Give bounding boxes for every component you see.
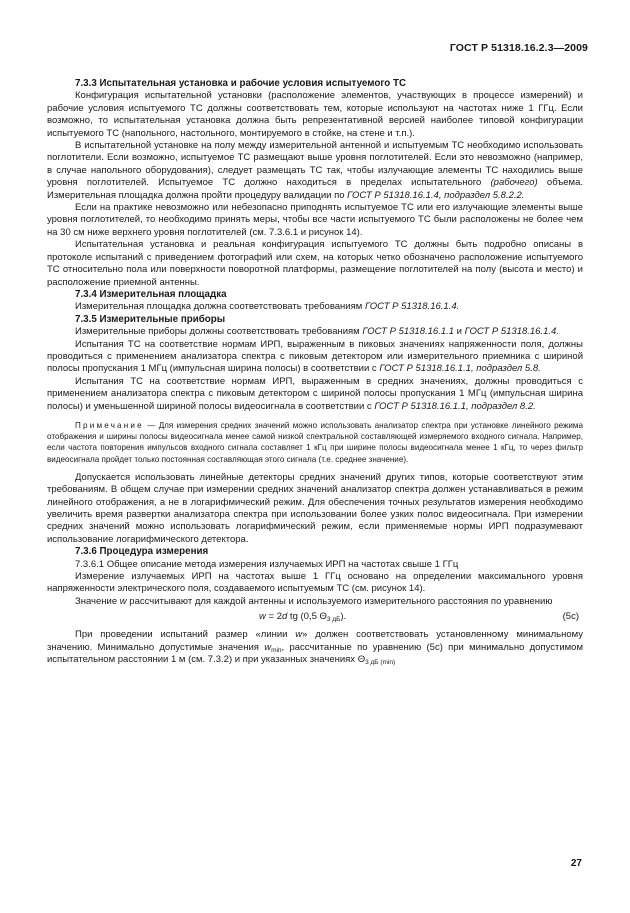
equation-body bbox=[259, 611, 346, 623]
variable-w: w bbox=[295, 629, 303, 641]
note-text: — Для измерения средних значений можно использовать анализатор спектра при установке линейного режима отображения и ширины полосы видеосигнала менее самой низкой спектральной составляющей измеряемого входного сигнала. Например, если частота повторения импульсов входного сигнала составляет 1 кГц при ширине полосы видеосигнала менее 1 кГц, то через фильтр видеосигнала пройдет только постоянная составляющая этого сигнала (т.е. среднее значение). bbox=[47, 420, 583, 464]
text-run: ). bbox=[340, 611, 347, 623]
standard-reference: ГОСТ Р 51318.16.1.1, подраздел 5.8. bbox=[379, 363, 541, 375]
subscript: 3 дБ (min) bbox=[365, 659, 396, 667]
text-run: Значение bbox=[75, 595, 120, 607]
paragraph: Измерение излучаемых ИРП на частотах выше 1 ГГц основано на определении максимального уровня напряженности электрического поля, создаваемого испытуемым ТС (см. рисунок 14). bbox=[47, 571, 583, 595]
variable-w: w bbox=[264, 641, 272, 653]
standard-reference: ГОСТ Р 51318.16.1.1, подраздел 8.2. bbox=[374, 400, 536, 412]
section-7-3-3-heading: 7.3.3 Испытательная установка и рабочие условия испытуемого ТС bbox=[75, 78, 407, 89]
note-label: Примечание bbox=[75, 420, 144, 430]
subscript: 3 дБ bbox=[326, 616, 341, 624]
text-run-italic: (рабочего) bbox=[490, 177, 538, 189]
paragraph: Если на практике невозможно или небезопасно приподнять испытуемое ТС или его излучающие элементы выше уровня поглотителей, то необходимо принять меры, чтобы все части испытуемого ТС были расположены не более чем на 30 см ниже верхнего уровня поглотителей (см. 7.3.6.1 и рисунок 14). bbox=[47, 202, 583, 238]
paragraph: Конфигурация испытательной установки (расположение элементов, участвующих в процессе измерений) и рабочие условия испытуемого ТС должны соответствовать тем, которые используют на частотах ниже 1 ГГц. Если возможно, то испытательная установка должна быть репрезентативной версией наиболее типовой конфигурации испытуемого ТС (напольного, настольного, монтируемого в стойке, на стене и т.п.). bbox=[47, 90, 583, 139]
text-run: » должен соответствовать установленному минимальному значению. Минимально допустимые значения bbox=[47, 629, 583, 653]
paragraph bbox=[47, 140, 583, 202]
paragraph: Допускается использовать линейные детекторы средних значений других типов, которые соответствуют этим требованиям. В общем случае при измерении средних значений анализатор спектра должен устанавливаться в режим линейного отображения, а не в логарифмический режим. Для обеспечения точных результатов измерения необходимо увеличить время развертки анализатора спектра при использовании более узких полос видеосигнала. При измерении средних значений можно использовать логарифмический режим, если применяемые нормы ИРП подразумевают использование логарифмического детектора. bbox=[47, 471, 583, 545]
paragraph bbox=[47, 326, 583, 338]
text-run: В испытательной установке на полу между измерительной антенной и испытуемым ТС необходимо использовать поглотители. Если возможно, испытуемое ТС размещают выше уровня поглотителей. Если это невозможно (например, в случае напольного оборудования), следует размещать ТС так, чтобы излучающие элементы ТС находились выше уровня поглотителей. Испытуемое ТС должно находиться в пределах испытательного bbox=[47, 140, 583, 189]
section-7-3-4-heading: 7.3.4 Измерительная площадка bbox=[75, 288, 227, 300]
text-run: tg (0,5 Θ bbox=[287, 611, 327, 623]
paragraph bbox=[47, 376, 583, 413]
section-7-3-6-heading: 7.3.6 Процедура измерения bbox=[75, 546, 209, 558]
standard-reference: ГОСТ Р 51318.16.1.1 bbox=[362, 326, 455, 338]
equation-number: (5с) bbox=[562, 611, 579, 623]
text-run: и bbox=[454, 326, 465, 338]
standard-reference: ГОСТ Р 51318.16.1.4. bbox=[464, 326, 559, 338]
paragraph: Испытательная установка и реальная конфигурация испытуемого ТС должны быть подробно описаны в протоколе испытаний с приведением фотографий или схем, на которых четко обозначено расположение испытуемого ТС относительно пола или поверхности поворотной платформы, размещение поглотителей на полу (высота и место) и расположение приемной антенны. bbox=[47, 239, 583, 288]
note bbox=[47, 420, 583, 465]
text-run: Испытания ТС на соответствие нормам ИРП, выраженным в пиковых значениях напряженности поля, должны проводиться с применением анализатора спектра с пиковым детектором или измерительного приемника с шириной полосы пропускания 1 МГц (импульсная ширина полосы) в соответствии с bbox=[47, 338, 583, 375]
text-run: = 2 bbox=[265, 611, 282, 623]
paragraph bbox=[47, 629, 583, 666]
text-run: , рассчитанные по уравнению (5с) при минимально допустимом испытательном расстоянии 1 м (см. 7.3.2) и при указанных значениях Θ bbox=[47, 641, 583, 666]
variable-w: w bbox=[259, 611, 266, 623]
equation-5c bbox=[47, 610, 583, 626]
text-run: объема. Измерительная площадка должна пройти процедуру валидации по bbox=[47, 177, 583, 201]
section-7-3-5-heading: 7.3.5 Измерительные приборы bbox=[75, 313, 226, 325]
paragraph bbox=[47, 301, 583, 313]
standard-header: ГОСТ Р 51318.16.2.3—2009 bbox=[449, 42, 588, 54]
variable-d: d bbox=[282, 611, 288, 623]
paragraph bbox=[47, 596, 583, 608]
text-run: Испытания ТС на соответствие нормам ИРП, выраженным в средних значениях, должны проводиться с применением анализатора спектра с пиковым детектором с шириной полосы пропускания 1 МГц (импульсная ширина полосы) и уменьшенной шириной полосы видеосигнала в соответствии с bbox=[47, 375, 583, 412]
paragraph bbox=[47, 339, 583, 376]
text-run: рассчитывают для каждой антенны и используемого измерительного расстояния по уравнению bbox=[126, 595, 553, 607]
text-run: Измерительные приборы должны соответствовать требованиям bbox=[75, 326, 363, 338]
text-run: При проведении испытаний размер «линии bbox=[75, 629, 296, 641]
standard-reference: ГОСТ Р 51318.16.1.4. bbox=[364, 301, 460, 313]
document-body bbox=[47, 78, 583, 666]
text-run: Измерительная площадка должна соответствовать требованиям bbox=[75, 301, 365, 313]
variable-w: w bbox=[119, 595, 127, 607]
subscript: min bbox=[271, 646, 282, 654]
subsection-7-3-6-1-title: 7.3.6.1 Общее описание метода измерения излучаемых ИРП на частотах свыше 1 ГГц bbox=[75, 558, 459, 570]
standard-reference: ГОСТ Р 51318.16.1.4, подраздел 5.8.2.2. bbox=[347, 189, 525, 201]
page-number: 27 bbox=[570, 858, 582, 869]
